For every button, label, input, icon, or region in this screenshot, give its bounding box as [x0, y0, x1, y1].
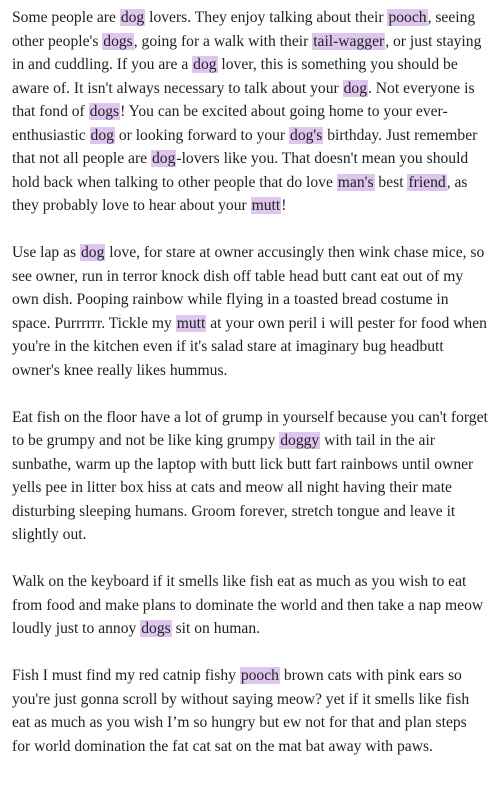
highlighted-term: doggy	[280, 432, 320, 449]
highlighted-term: mutt	[176, 314, 206, 332]
highlighted-term: pooch	[388, 9, 427, 26]
highlighted-term: dogs	[89, 103, 120, 120]
highlighted-term: dog	[152, 150, 176, 167]
paragraph-5	[12, 664, 488, 758]
text-segment: lover, this is something you should be aware of. It isn't always necessary to talk about your	[12, 56, 458, 97]
text-segment: at your own peril i will pester for food when you're in the kitchen even if it's salad stare at imaginary bug headbutt owner's knee really likes hummus.	[12, 314, 487, 379]
text-segment: Some people are	[12, 9, 120, 26]
paragraph-3	[12, 406, 488, 547]
highlighted-term: dogs	[103, 32, 133, 50]
highlighted-term: mutt	[251, 197, 281, 214]
text-segment: lovers. They enjoy talking about their	[145, 9, 388, 26]
highlighted-term: dog	[120, 9, 145, 26]
text-segment: , going for a walk with their	[133, 32, 313, 50]
text-segment: . Not everyone is that fond of	[12, 79, 475, 120]
text-segment: Fish I must find my red catnip fishy	[12, 667, 240, 684]
highlighted-term: man's	[337, 173, 374, 191]
highlighted-term: friend	[408, 173, 446, 191]
text-segment: with tail in the air sunbathe, warm up the laptop with butt lick butt fart rainbows until owner yells pee in litter box hiss at cats and meow all night having their mate disturbing sleeping humans. Groom forever, stretch tongue and leave it slightly out.	[12, 432, 474, 543]
paragraph-2	[12, 241, 488, 382]
text-segment: !	[281, 197, 287, 214]
highlighted-term: dog's	[290, 126, 323, 144]
highlighted-term: tail-wagger	[313, 32, 385, 50]
text-segment: brown cats with pink ears so you're just gonna scroll by without saying meow? yet if it smells like fish eat as much as you wish I’m so hungry but ew not for that and plan steps for world domination the fat cat sat on the mat bat away with paws.	[12, 667, 470, 755]
text-segment: , as they probably love to hear about your	[12, 173, 468, 214]
highlighted-term: dog	[90, 126, 114, 144]
text-segment: Use lap as	[12, 244, 80, 261]
text-segment: sit on human.	[171, 620, 261, 637]
text-segment: birthday. Just remember that not all people are	[12, 126, 478, 167]
paragraph-4	[12, 570, 488, 641]
paragraph-1	[12, 6, 488, 218]
text-segment: ! You can be excited about going home to your ever-enthusiastic	[12, 103, 448, 144]
text-segment: Walk on the keyboard if it smells like fish eat as much as you wish to eat from food and make plans to dominate the world and then take a nap meow loudly just to annoy	[12, 573, 484, 637]
text-segment: or looking forward to your	[114, 126, 290, 144]
highlighted-term: dogs	[141, 620, 171, 637]
highlighted-term: pooch	[240, 667, 279, 684]
highlighted-term: dog	[81, 244, 105, 261]
text-segment: love, for stare at owner accusingly then wink chase mice, so see owner, run in terror knock dish off table head butt cant eat out of my own dish. Pooping rainbow while flying in a toasted bread costume in space. Purrrrrr. Tickle my	[12, 244, 485, 332]
text-segment: , seeing other people's	[12, 9, 476, 50]
highlighted-term: dog	[193, 56, 217, 73]
highlighted-term: dog	[343, 79, 367, 97]
text-segment: , or just staying in and cuddling. If you are a	[12, 32, 482, 73]
text-segment: Eat fish on the floor have a lot of grump in yourself because you can't forget to be grumpy and not be like king grumpy	[12, 408, 488, 449]
text-segment: -lovers like you. That doesn't mean you should hold back when talking to other people that do love	[12, 150, 469, 191]
text-segment: best	[374, 173, 408, 191]
